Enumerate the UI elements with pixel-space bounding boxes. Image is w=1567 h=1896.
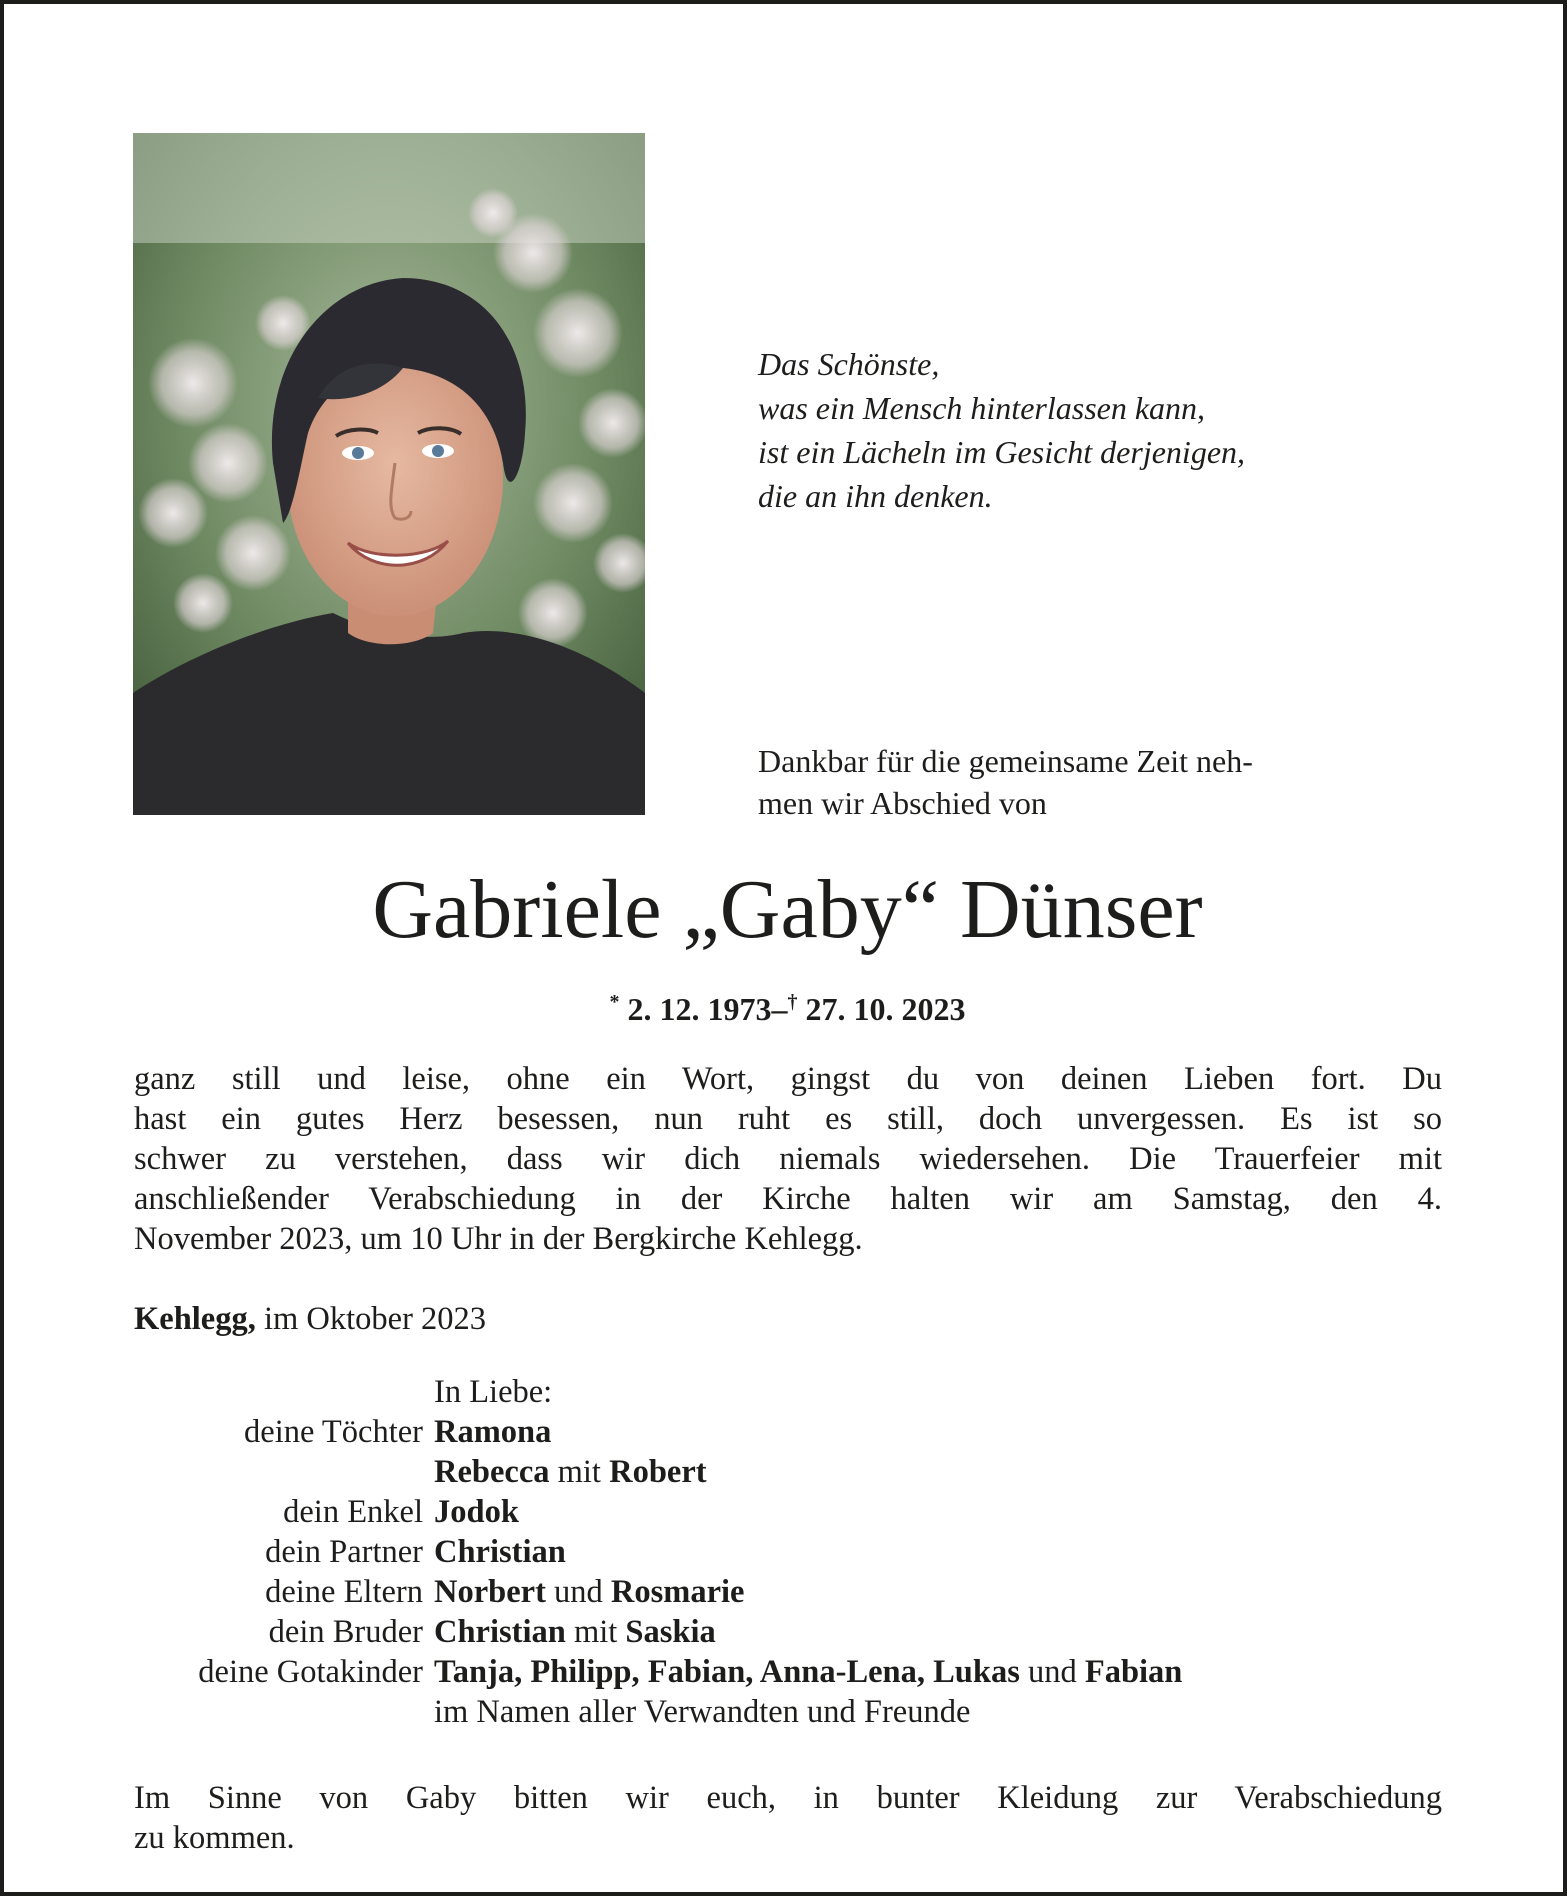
mourner-relation: dein Bruder xyxy=(268,1614,423,1650)
announcement-text xyxy=(134,1059,1442,1259)
quote-line: was ein Mensch hinterlassen kann, xyxy=(758,390,1206,426)
mourner-name: Robert xyxy=(609,1454,707,1490)
mourner-connector: und xyxy=(1019,1654,1085,1690)
mourner-name: Rosmarie xyxy=(610,1574,745,1610)
mourner-relation xyxy=(134,1372,434,1412)
mourner-connector: mit xyxy=(565,1614,626,1650)
mourner-names xyxy=(434,1612,1454,1652)
mourner-name: Fabian xyxy=(1084,1654,1183,1690)
mourner-relation: deine Eltern xyxy=(265,1574,423,1610)
portrait-image xyxy=(133,133,645,815)
announcement-line: ganz still und leise, ohne ein Wort, gingst du von deinen Lieben fort. Du xyxy=(134,1061,1442,1097)
place-and-date xyxy=(134,1299,486,1339)
date-separator: – xyxy=(771,991,788,1027)
mourner-row xyxy=(134,1492,1454,1532)
mourner-names xyxy=(434,1572,1454,1612)
announcement-line: November 2023, um 10 Uhr in der Bergkirche Kehlegg. xyxy=(134,1221,863,1257)
mourner-relation: deine Töchter xyxy=(244,1414,423,1450)
deceased-name: Gabriele „Gaby“ Dünser xyxy=(372,863,1203,956)
birth-symbol: * xyxy=(609,991,620,1013)
mourner-row xyxy=(134,1572,1454,1612)
mourner-names xyxy=(434,1532,1454,1572)
mourner-row xyxy=(134,1452,1454,1492)
mourner-names xyxy=(434,1412,1454,1452)
mourner-name: Rebecca xyxy=(434,1454,550,1490)
mourner-relation: dein Enkel xyxy=(283,1494,423,1530)
mourner-relation: dein Partner xyxy=(265,1534,423,1570)
closing-line: zu kommen. xyxy=(134,1820,295,1856)
announcement-line: hast ein gutes Herz besessen, nun ruht es still, doch unvergessen. Es ist so xyxy=(134,1101,1442,1137)
mourner-relation xyxy=(134,1692,434,1732)
mourner-name: Christian xyxy=(434,1614,566,1650)
portrait-photo xyxy=(133,133,645,815)
mourner-row xyxy=(134,1532,1454,1572)
intro-text xyxy=(758,740,1478,824)
birth-date: 2. 12. 1973 xyxy=(627,991,772,1027)
place-date: im Oktober 2023 xyxy=(255,1301,487,1337)
death-symbol: † xyxy=(787,991,798,1013)
mourner-relation xyxy=(134,1452,434,1492)
mourner-connector: und xyxy=(545,1574,611,1610)
mourner-name: Saskia xyxy=(625,1614,716,1650)
mourner-name: Ramona xyxy=(434,1414,552,1450)
mourners-header-row xyxy=(134,1372,1454,1412)
quote-line: die an ihn denken. xyxy=(758,478,993,514)
mourner-row xyxy=(134,1692,1454,1732)
announcement-line: anschließender Verabschiedung in der Kirche halten wir am Samstag, den 4. xyxy=(134,1181,1442,1217)
mourner-row xyxy=(134,1412,1454,1452)
mourner-names xyxy=(434,1492,1454,1532)
death-date: 27. 10. 2023 xyxy=(805,991,966,1027)
mourners-header: In Liebe: xyxy=(434,1374,553,1410)
mourner-name: Tanja, Philipp, Fabian, Anna-Lena, Lukas xyxy=(434,1654,1020,1690)
mourner-relation: deine Gotakinder xyxy=(198,1654,423,1690)
mourner-row xyxy=(134,1652,1454,1692)
mourner-names xyxy=(434,1652,1454,1692)
mourners-list xyxy=(134,1372,1454,1732)
mourner-row xyxy=(134,1612,1454,1652)
intro-line: Dankbar für die gemeinsame Zeit neh- xyxy=(758,743,1253,779)
intro-line: men wir Abschied von xyxy=(758,785,1047,821)
closing-line: Im Sinne von Gaby bitten wir euch, in bunter Kleidung zur Verabschiedung xyxy=(134,1780,1442,1816)
closing-text xyxy=(134,1778,1442,1858)
life-dates xyxy=(4,989,1567,1029)
mourner-names xyxy=(434,1452,1454,1492)
mourner-name: Norbert xyxy=(434,1574,546,1610)
place-town: Kehlegg, xyxy=(134,1301,256,1337)
mourner-names xyxy=(434,1692,1454,1732)
quote-block xyxy=(758,342,1478,518)
mourner-name: Christian xyxy=(434,1534,566,1570)
announcement-line: schwer zu verstehen, dass wir dich niemals wiedersehen. Die Trauerfeier mit xyxy=(134,1141,1442,1177)
mourner-connector: im Namen aller Verwandten und Freunde xyxy=(434,1694,971,1730)
quote-line: ist ein Lächeln im Gesicht derjenigen, xyxy=(758,434,1246,470)
quote-line: Das Schönste, xyxy=(758,346,940,382)
mourner-connector: mit xyxy=(549,1454,610,1490)
mourner-name: Jodok xyxy=(434,1494,519,1530)
